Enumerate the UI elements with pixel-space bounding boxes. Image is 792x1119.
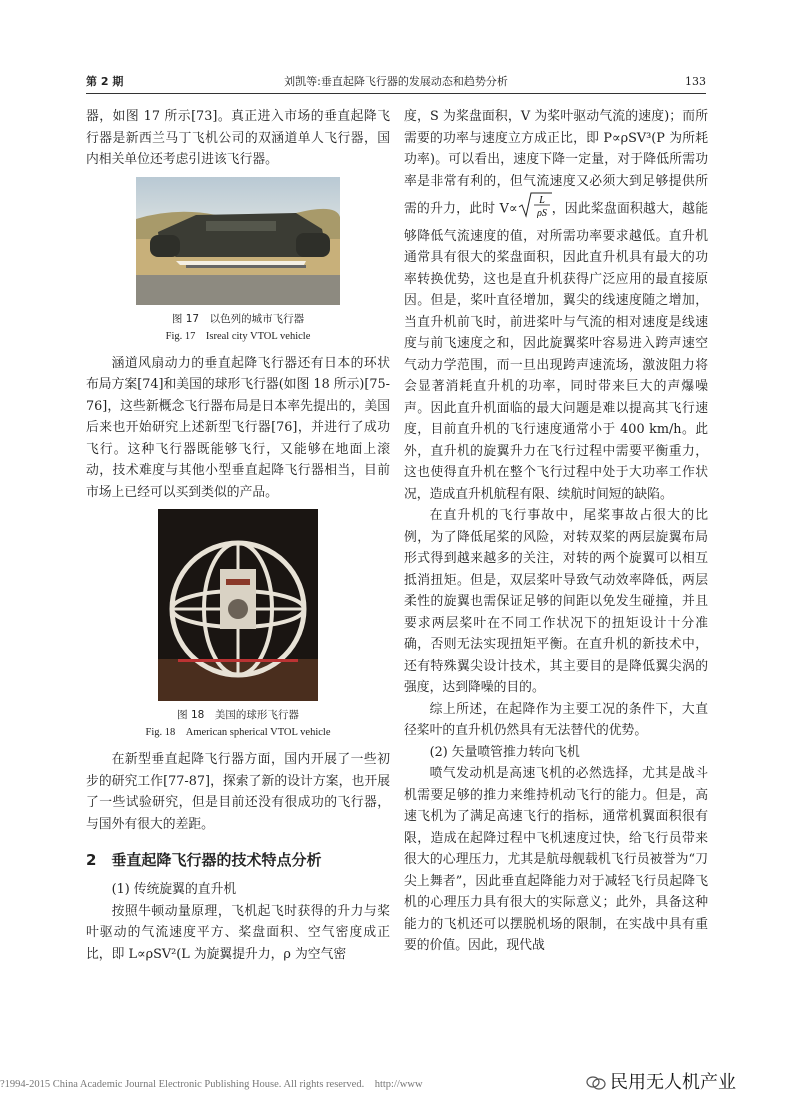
watermark-text: 民用无人机产业 [610, 1072, 736, 1093]
subsection-heading: (1) 传统旋翼的直升机 [111, 882, 237, 897]
figure-17-image [136, 177, 340, 305]
copyright-footer: ?1994-2015 China Academic Journal Electronic Publishing House. All rights reserved. http://www [0, 1079, 423, 1090]
figure-18-caption-cn: 图 18 美国的球形飞行器 [177, 709, 299, 721]
left-column [86, 106, 390, 965]
right-column [404, 106, 708, 957]
section-heading: 2 垂直起降飞行器的技术特点分析 [86, 851, 322, 869]
page-number: 133 [685, 75, 706, 88]
city-vtol-photo [136, 177, 340, 305]
watermark [586, 1068, 736, 1094]
figure-17 [86, 177, 390, 345]
sqrt-formula [518, 192, 552, 226]
figure-18-caption-en: Fig. 18 American spherical VTOL vehicle [145, 727, 331, 738]
figure-18-image [158, 509, 318, 701]
spherical-vtol-photo [158, 509, 318, 701]
paragraph [404, 106, 708, 505]
subsection-heading: (2) 矢量喷管推力转向飞机 [429, 744, 580, 760]
paragraph: 按照牛顿动量原理，飞机起飞时获得的升力与桨叶驱动的气流速度平方、桨盘面积、空气密度成正比，即 L∝ρSV²(L 为旋翼提升力，ρ 为空气密 [86, 903, 390, 962]
sqrt-numerator: L [538, 195, 545, 206]
paragraph: 喷气发动机是高速飞机的必然选择，尤其是战斗机需要足够的推力来维持机动飞行的能力。但是，高速飞机为了满足高速飞行的指标，通常机翼面积很有限，造成在起降过程中飞机速度过快，给飞行员带来很大的心理压力，尤其是航母舰载机飞行员被誉为“刀尖上舞者”，因此垂直起降能力对于减轻飞行员起降飞机的心理压力具有很大的实际意义；此外，具备这种能力的飞机还可以摆脱机场的限制，在实战中具有重要的价值。因此，现代战 [404, 766, 708, 953]
running-title: 刘凯等:垂直起降飞行器的发展动态和趋势分析 [284, 75, 508, 88]
header-rule [86, 93, 706, 94]
paragraph: 在新型垂直起降飞行器方面，国内开展了一些初步的研究工作[77-87]，探索了新的设计方案，也开展了一些试验研究，但是目前还没有很成功的飞行器，与国外有很大的差距。 [86, 752, 390, 832]
issue-label: 第 2 期 [86, 75, 124, 88]
paragraph: 器，如图 17 所示[73]。真正进入市场的垂直起降飞行器是新西兰马丁飞机公司的双涵道单人飞行器，国内相关单位还考虑引进该飞行器。 [86, 109, 390, 167]
paragraph: 在直升机的飞行事故中，尾桨事故占很大的比例，为了降低尾桨的风险，对转双桨的两层旋翼布局形式得到越来越多的关注，对转的两个旋翼可以相互抵消扭矩。但是，双层桨叶导致气动效率降低，两层柔性的旋翼也需保证足够的间距以免发生碰撞，并且要求两层桨叶在不同工作状况下的扭矩设计十分准确，否则无法实现扭矩平衡。在直升机的新技术中，还有特殊翼尖设计技术，其主要目的是降低翼尖涡的强度，达到降噪的目的。 [404, 508, 708, 695]
paragraph-part: ，因此桨盘面积越大，越能够降低气流速度的值，对所需功率要求越低。直升机通常具有很大的桨盘面积，因此直升机具有最大的功率转换优势，这也是直升机获得广泛应用的最直接原因。但是，桨叶直径增加，翼尖的线速度随之增加，当直升机前飞时，前进桨叶与气流的相对速度是线速度与前飞速度之和，因此旋翼桨叶容易进入跨声速空气动力学范围，而一旦出现跨声速流场，激波阻力将会显著消耗直升机的功率，同时带来巨大的声爆噪声。因此直升机面临的最大问题是难以提高其飞行速度，目前直升机的飞行速度通常小于 400 km/h。此外，直升机的旋翼升力在飞行过程中需要平衡重力，这也使得直升机在整个飞行过程中处于大功率工作状况，造成直升机航程有限、续航时间短的缺陷。 [404, 201, 708, 502]
paragraph-part: 度，S 为桨盘面积，V 为桨叶驱动气流的速度)；而所需要的功率与速度立方成正比，即 P∝ρSV³(P 为所耗功率)。可以看出，速度下降一定量，对于降低所需功率是非常有利的，但气流速度又必须大到足够提供所需的升力，此时 V∝ [404, 109, 708, 217]
figure-17-caption-en: Fig. 17 Isreal city VTOL vehicle [165, 330, 311, 342]
wechat-icon [586, 1076, 606, 1090]
paragraph: 涵道风扇动力的垂直起降飞行器还有日本的环状布局方案[74]和美国的球形飞行器(如图 18 所示)[75-76]，这些新概念飞行器布局是日本率先提出的，美国后来也开始研究上述新型飞行器[76]，并进行了成功飞行。这种飞行器既能够飞行，又能够在地面上滚动，技术难度与其他小型垂直起降飞行器相当，目前市场上已经可以买到类似的产品。 [86, 355, 390, 500]
page-header [86, 72, 706, 92]
sqrt-denominator: ρS [536, 208, 547, 218]
figure-18 [86, 509, 390, 741]
sqrt-sign [518, 192, 552, 218]
paragraph: 综上所述，在起降作为主要工况的条件下，大直径桨叶的直升机仍然具有无法替代的优势。 [404, 701, 708, 738]
figure-17-caption-cn: 图 17 以色列的城市飞行器 [171, 312, 305, 325]
